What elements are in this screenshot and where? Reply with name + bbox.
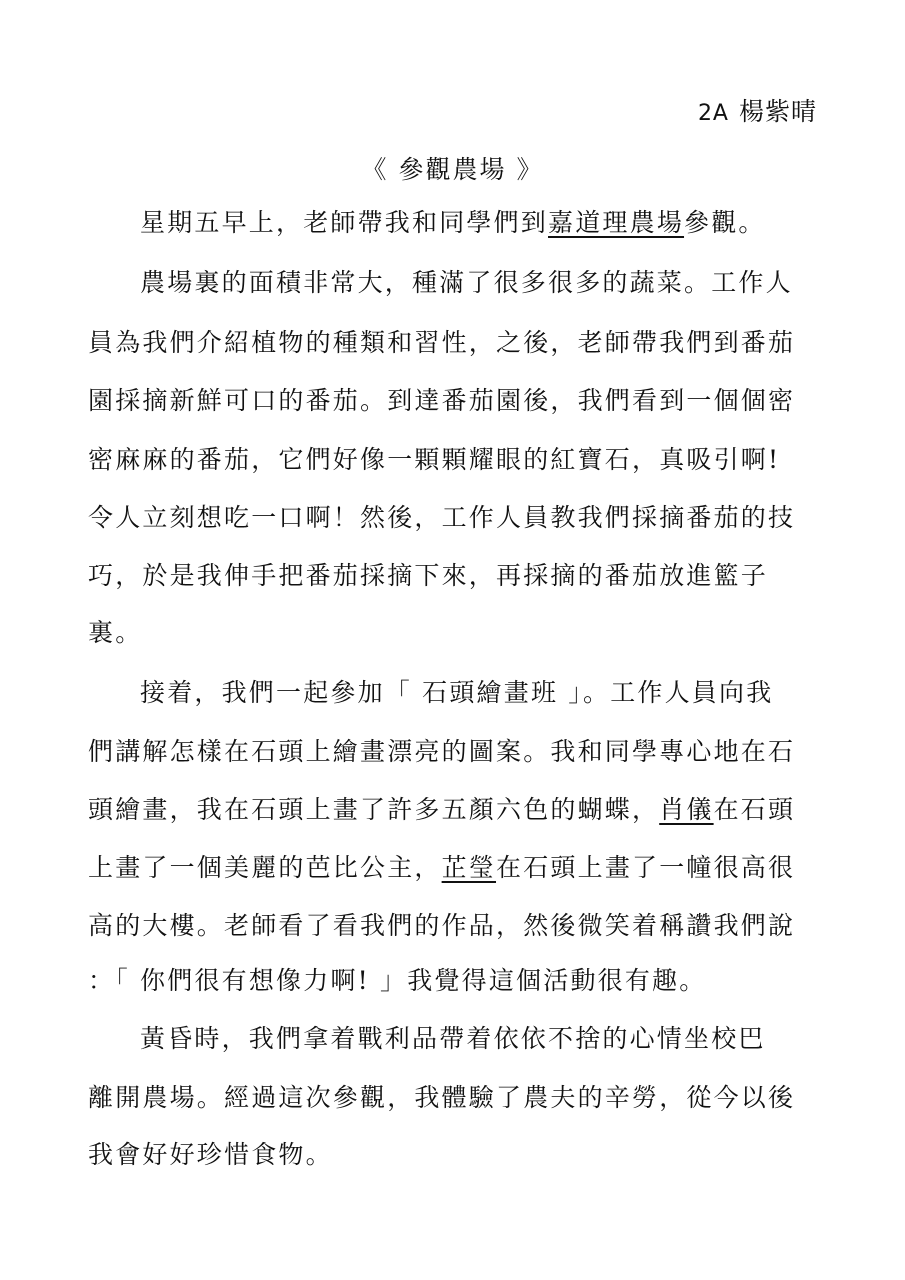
essay-title: 《 參觀農場 》: [361, 155, 544, 184]
text-segment: 裏。: [88, 618, 143, 647]
text-line: [88, 386, 795, 416]
text-segment: 頭繪畫，我在石頭上畫了許多五顏六色的蝴蝶，: [88, 795, 660, 824]
text-line: [88, 795, 795, 825]
text-line: [88, 911, 795, 941]
text-segment: 在石頭上畫了一幢很高很: [496, 853, 796, 882]
text-segment: 密麻麻的番茄，它們好像一顆顆耀眼的紅寶石，真吸引啊!: [88, 445, 781, 474]
text-line: [140, 268, 793, 298]
text-segment: 們講解怎樣在石頭上繪畫漂亮的圖案。我和同學專心地在石: [88, 737, 796, 766]
text-line: [88, 561, 768, 591]
text-line: [140, 1024, 766, 1054]
text-segment: 園採摘新鮮可口的番茄。到達番茄園後，我們看到一個個密: [88, 386, 796, 415]
text-line: [88, 966, 706, 996]
author-class: 2A: [697, 101, 729, 126]
text-line: [140, 208, 766, 238]
text-segment: 農場裏的面積非常大，種滿了很多很多的蔬菜。工作人: [140, 268, 793, 297]
text-segment: 在石頭: [713, 795, 796, 824]
text-segment: 令人立刻想吃一口啊！然後，工作人員教我們採摘番茄的技: [88, 503, 796, 532]
text-line: [88, 737, 795, 767]
text-segment: 員為我們介紹植物的種類和習性，之後，老師帶我們到番茄: [88, 328, 796, 357]
person-name: 芷瑩: [441, 853, 497, 882]
text-line: [88, 853, 795, 883]
text-segment: 巧，於是我伸手把番茄採摘下來，再採摘的番茄放進籃子: [88, 561, 769, 590]
text-line: [88, 445, 780, 475]
text-segment: 星期五早上，老師帶我和同學們到: [140, 208, 549, 237]
author-name: 楊紫晴: [738, 97, 817, 126]
text-segment: ：「 你們很有想像力啊! 」我覺得這個活動很有趣。: [88, 966, 707, 995]
text-segment: 上畫了一個美麗的芭比公主，: [88, 853, 442, 882]
text-segment: 離開農場。經過這次參觀，我體驗了農夫的辛勞，從今以後: [88, 1083, 796, 1112]
text-segment: 高的大樓。老師看了看我們的作品，然後微笑着稱讚我們說: [88, 911, 796, 940]
text-line: [88, 1140, 333, 1170]
author-line: [698, 92, 817, 128]
text-line: [88, 328, 795, 358]
text-segment: 黃昏時，我們拿着戰利品帶着依依不捨的心情坐校巴: [140, 1024, 766, 1053]
place-name: 嘉道理農場: [548, 208, 685, 237]
person-name: 肖儀: [659, 795, 714, 824]
text-segment: 參觀。: [684, 208, 766, 237]
text-line: [88, 1083, 795, 1113]
text-line: [88, 503, 795, 533]
text-line: [88, 618, 142, 648]
text-line: [140, 678, 773, 708]
text-segment: 接着，我們一起參加「 石頭繪畫班 」。工作人員向我: [140, 678, 774, 707]
text-segment: 我會好好珍惜食物。: [88, 1140, 333, 1169]
